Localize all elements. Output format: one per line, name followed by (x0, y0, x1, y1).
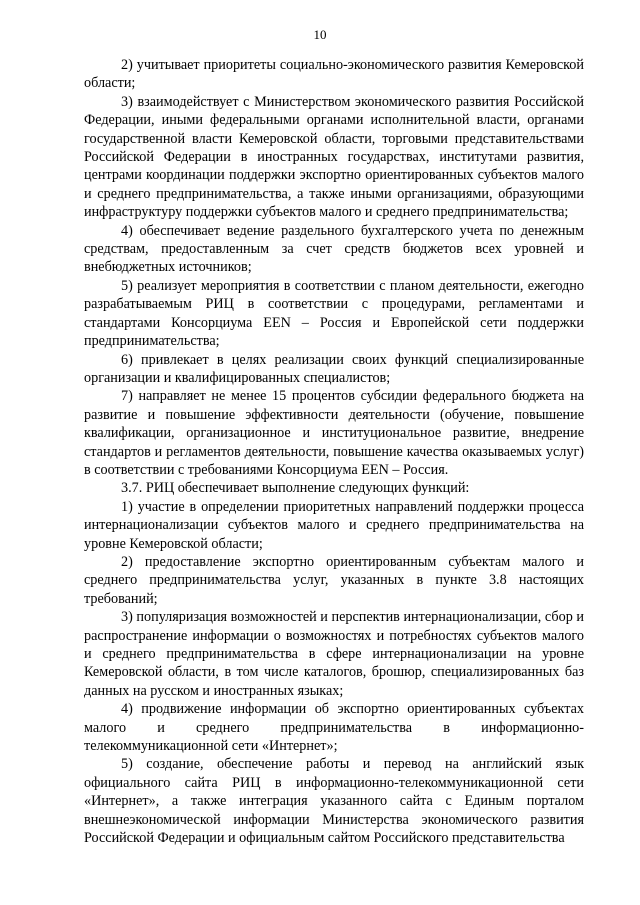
page-number: 10 (313, 27, 327, 42)
paragraph-item-5: 5) реализует мероприятия в соответствии с планом деятельности, ежегодно разрабатываемым РИЦ в соответствии с процедурами, регламентами и стандартами Консорциума EEN – Россия и Европейской сети поддержки предпринимательства; (84, 277, 584, 350)
document-body (84, 56, 584, 847)
section-heading-3-7: 3.7. РИЦ обеспечивает выполнение следующих функций: (121, 480, 470, 497)
paragraph-item-2: 2) учитывает приоритеты социально-экономического развития Кемеровской области; (84, 57, 584, 92)
function-item-2: 2) предоставление экспортно ориентированным субъектам малого и среднего предпринимательства услуг, указанных в пункте 3.8 настоящих требований; (84, 553, 584, 607)
function-item-4: 4) продвижение информации об экспортно ориентированных субъектах малого и среднего предпринимательства в информационно-телекоммуникационной сети «Интернет»; (84, 701, 584, 755)
function-item-5: 5) создание, обеспечение работы и перевод на английский язык официального сайта РИЦ в информационно-телекоммуникационной сети «Интернет», а также интеграция указанного сайта с Единым порталом внешнеэкономической информации Министерства экономического развития Российской Федерации и официальным сайтом Российского представительства (84, 756, 584, 847)
function-item-1: 1) участие в определении приоритетных направлений поддержки процесса интернационализации субъектов малого и среднего предпринимательства на уровне Кемеровской области; (84, 498, 584, 552)
paragraph-item-3: 3) взаимодействует с Министерством экономического развития Российской Федерации, иными федеральными органами исполнительной власти, органами государственной власти Кемеровской области, торговыми представительствами Российской Федерации в иностранных государствах, институтами развития, центрами координации поддержки экспортно ориентированных субъектов малого и среднего предпринимательства, а также иными организациями, образующими инфраструктуру поддержки субъектов малого и среднего предпринимательства; (84, 93, 584, 221)
function-item-3: 3) популяризация возможностей и перспектив интернационализации, сбор и распространение информации о возможностях и потребностях субъектов малого и среднего предпринимательства в сфере интернационализации на уровне Кемеровской области, в том числе каталогов, брошюр, специализированных баз данных на русском и иностранных языках; (84, 609, 584, 699)
paragraph-item-7: 7) направляет не менее 15 процентов субсидии федерального бюджета на развитие и повышение эффективности деятельности (обучение, повышение квалификации, организационное и институциональное развитие, внедрение стандартов и регламентов деятельности, повышение качества оказываемых услуг) в соответствии с требованиями Консорциума EEN – Россия. (84, 388, 584, 478)
paragraph-item-4: 4) обеспечивает ведение раздельного бухгалтерского учета по денежным средствам, предоставленным за счет средств бюджетов всех уровней и внебюджетных источников; (84, 222, 584, 276)
paragraph-item-6: 6) привлекает в целях реализации своих функций специализированные организации и квалифицированных специалистов; (84, 351, 584, 386)
